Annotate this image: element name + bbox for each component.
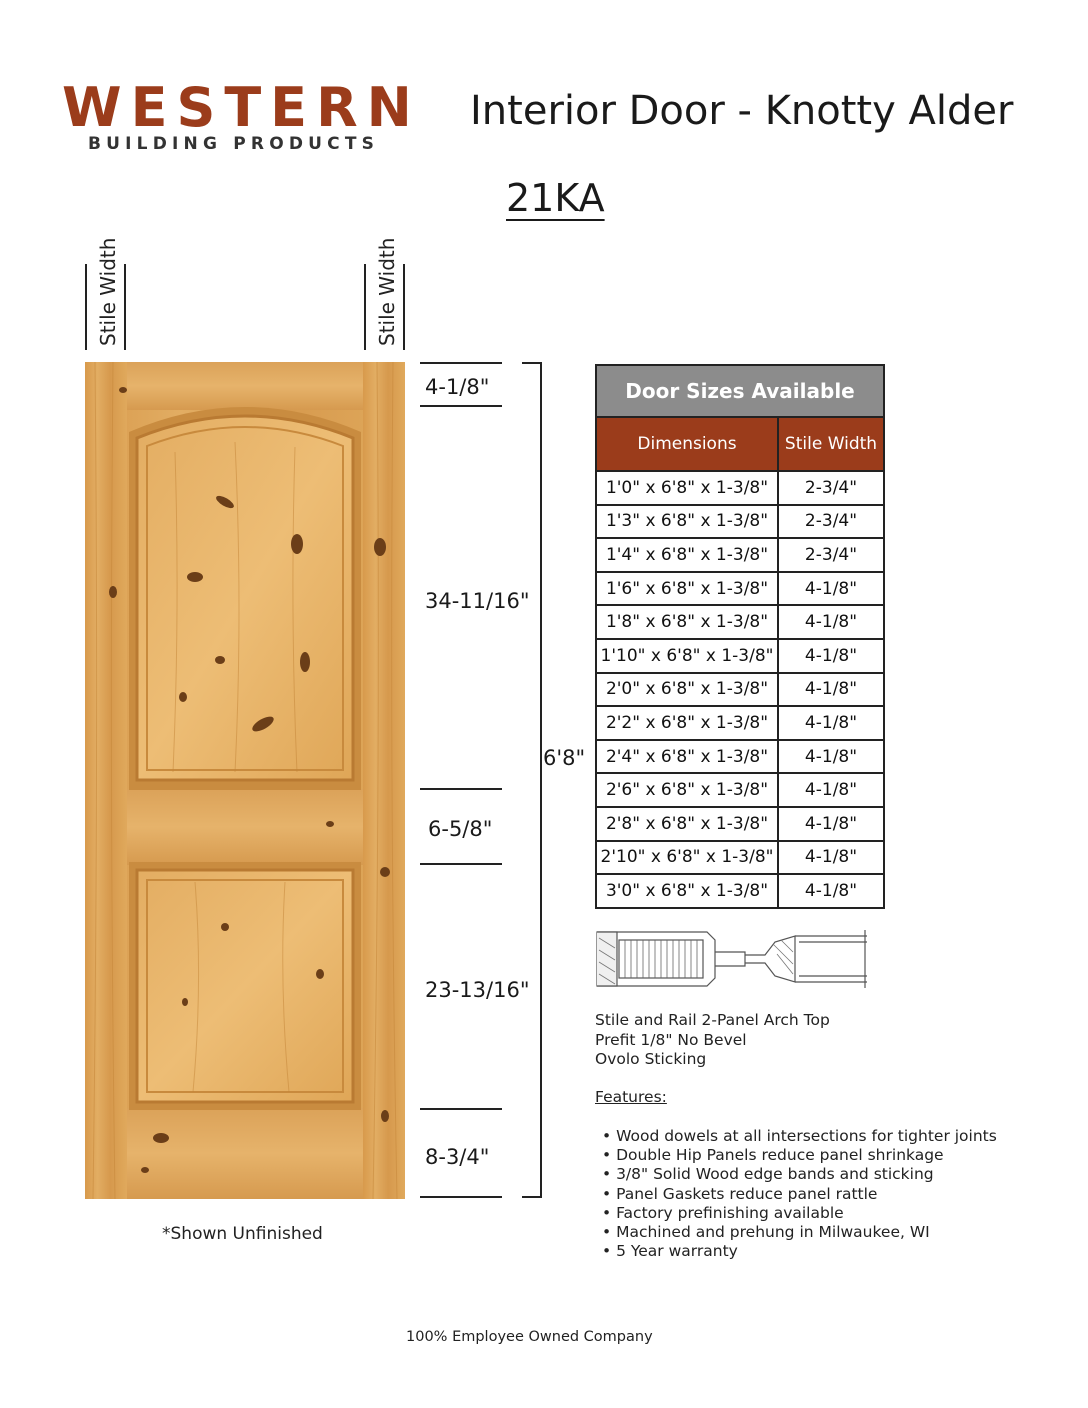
- door-illustration: [85, 362, 405, 1199]
- cell-stile-width: 4-1/8": [778, 841, 884, 875]
- table-row: [596, 706, 884, 740]
- cell-stile-width: 4-1/8": [778, 807, 884, 841]
- cell-dimensions: 2'10" x 6'8" x 1-3/8": [596, 841, 778, 875]
- dim-line-lock-rail: [420, 863, 502, 865]
- dim-lower-panel: 23-13/16": [425, 978, 530, 1002]
- cell-stile-width: 4-1/8": [778, 572, 884, 606]
- dim-top-rail: 4-1/8": [425, 375, 490, 399]
- cell-stile-width: 2-3/4": [778, 505, 884, 539]
- features-heading: Features:: [595, 1088, 667, 1106]
- page-title: Interior Door - Knotty Alder: [470, 88, 1014, 134]
- table-row: [596, 673, 884, 707]
- feature-item: • Wood dowels at all intersections for tighter joints: [602, 1127, 997, 1145]
- cell-stile-width: 2-3/4": [778, 538, 884, 572]
- table-row: [596, 773, 884, 807]
- door-sizes-table: [595, 364, 885, 909]
- feature-item: • Double Hip Panels reduce panel shrinkage: [602, 1146, 944, 1165]
- table-row: [596, 538, 884, 572]
- description-line-2: Prefit 1/8" No Bevel: [595, 1031, 747, 1049]
- dim-line-top: [420, 362, 502, 364]
- cell-dimensions: 2'8" x 6'8" x 1-3/8": [596, 807, 778, 841]
- cell-dimensions: 1'3" x 6'8" x 1-3/8": [596, 505, 778, 539]
- table-row: [596, 841, 884, 875]
- table-row: [596, 807, 884, 841]
- table-row: [596, 471, 884, 505]
- dim-line-lower-panel: [420, 1108, 502, 1110]
- brand-logo-name: WESTERN: [62, 76, 421, 139]
- dim-line-bottom: [420, 1196, 502, 1198]
- cell-dimensions: 2'4" x 6'8" x 1-3/8": [596, 740, 778, 774]
- description-line-3: Ovolo Sticking: [595, 1050, 707, 1068]
- stile-marker-left-outer: [85, 264, 87, 350]
- cell-stile-width: 4-1/8": [778, 773, 884, 807]
- cross-section-drawing: [595, 928, 870, 990]
- cell-dimensions: 1'6" x 6'8" x 1-3/8": [596, 572, 778, 606]
- dim-line-upper-panel: [420, 788, 502, 790]
- features-list: [602, 1127, 997, 1261]
- cell-stile-width: 4-1/8": [778, 673, 884, 707]
- feature-item: • Factory prefinishing available: [602, 1203, 844, 1222]
- feature-item: • Machined and prehung in Milwaukee, WI: [602, 1223, 930, 1242]
- stile-marker-right-inner: [403, 264, 405, 350]
- brand-logo-tagline: BUILDING PRODUCTS: [88, 134, 380, 154]
- cell-dimensions: 1'0" x 6'8" x 1-3/8": [596, 471, 778, 505]
- table-row: [596, 874, 884, 908]
- dim-line-top-rail: [420, 405, 502, 407]
- stile-width-label-right: Stile Width: [375, 237, 399, 346]
- height-bracket-bottom: [522, 1196, 542, 1198]
- stile-marker-right-outer: [364, 264, 366, 350]
- description-line-1: Stile and Rail 2-Panel Arch Top: [595, 1011, 830, 1029]
- stile-width-label-left: Stile Width: [96, 237, 120, 346]
- dim-bottom-rail: 8-3/4": [425, 1145, 490, 1169]
- feature-item: • Panel Gaskets reduce panel rattle: [602, 1184, 878, 1203]
- model-number: 21KA: [506, 176, 605, 220]
- cell-dimensions: 2'0" x 6'8" x 1-3/8": [596, 673, 778, 707]
- dim-overall-height: 6'8": [543, 746, 586, 770]
- table-row: [596, 605, 884, 639]
- height-bracket-line: [540, 362, 542, 1198]
- cell-dimensions: 1'8" x 6'8" x 1-3/8": [596, 605, 778, 639]
- stile-marker-left-inner: [124, 264, 126, 350]
- column-header-stile-width: Stile Width: [778, 417, 884, 471]
- feature-item: • 3/8" Solid Wood edge bands and sticking: [602, 1165, 934, 1184]
- cell-dimensions: 2'6" x 6'8" x 1-3/8": [596, 773, 778, 807]
- height-bracket-top: [522, 362, 542, 364]
- cell-stile-width: 4-1/8": [778, 706, 884, 740]
- table-row: [596, 740, 884, 774]
- dim-lock-rail: 6-5/8": [428, 817, 493, 841]
- table-row: [596, 639, 884, 673]
- feature-item: • 5 Year warranty: [602, 1242, 738, 1261]
- cell-stile-width: 4-1/8": [778, 605, 884, 639]
- cell-dimensions: 2'2" x 6'8" x 1-3/8": [596, 706, 778, 740]
- cell-stile-width: 2-3/4": [778, 471, 884, 505]
- cell-dimensions: 1'4" x 6'8" x 1-3/8": [596, 538, 778, 572]
- door-caption: *Shown Unfinished: [162, 1224, 323, 1244]
- cell-stile-width: 4-1/8": [778, 639, 884, 673]
- cell-dimensions: 3'0" x 6'8" x 1-3/8": [596, 874, 778, 908]
- table-title: Door Sizes Available: [596, 365, 884, 417]
- cell-stile-width: 4-1/8": [778, 740, 884, 774]
- column-header-dimensions: Dimensions: [596, 417, 778, 471]
- table-row: [596, 505, 884, 539]
- footer-text: 100% Employee Owned Company: [406, 1329, 653, 1345]
- cell-stile-width: 4-1/8": [778, 874, 884, 908]
- dim-upper-panel: 34-11/16": [425, 589, 530, 613]
- table-row: [596, 572, 884, 606]
- cell-dimensions: 1'10" x 6'8" x 1-3/8": [596, 639, 778, 673]
